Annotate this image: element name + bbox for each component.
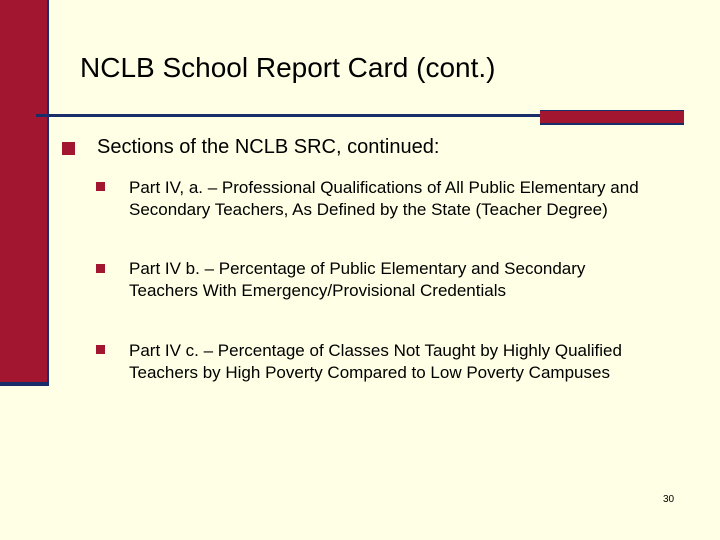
main-bullet-text: Sections of the NCLB SRC, continued: [97,136,440,158]
sub-bullet-text: Part IV, a. – Professional Qualifications of All Public Elementary and Secondary Teachers, As Defined by the State (Teacher Degree) [129,178,639,219]
slide-title: NCLB School Report Card (cont.) [80,52,496,83]
sub-bullet-text: Part IV b. – Percentage of Public Elementary and Secondary Teachers With Emergency/Provisional Credentials [129,259,586,300]
bullet-square-icon [96,264,105,273]
left-accent-bar [0,0,47,382]
bullet-square-icon [96,345,105,354]
bullet-square-icon [62,142,75,155]
left-accent-bar-edge [47,0,49,386]
sub-bullet-text: Part IV c. – Percentage of Classes Not Taught by Highly Qualified Teachers by High Poverty Compared to Low Poverty Campuses [129,341,622,382]
title-divider-accent [540,110,684,125]
bullet-square-icon [96,182,105,191]
page-number: 30 [663,494,675,505]
left-accent-bar-bottom [0,382,49,386]
